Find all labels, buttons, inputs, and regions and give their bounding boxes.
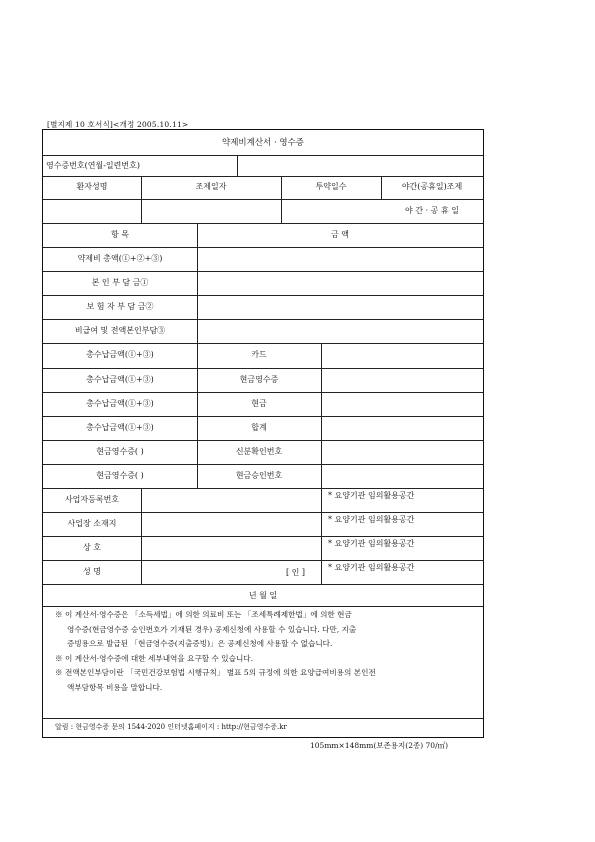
- provider-free-space-note: * 요양기관 임의활용공간: [328, 563, 415, 572]
- items-header-amount: 금 액: [331, 230, 349, 239]
- divider: [43, 718, 483, 719]
- divider: [43, 319, 483, 320]
- divider: [43, 247, 483, 248]
- note-text: ※ 이 계산서·영수증에 대한 세부내역을 요구할 수 있습니다.: [55, 653, 254, 663]
- divider: [43, 295, 483, 296]
- notes-block: [53, 608, 478, 695]
- note-text: ※ 전액본인부담이란 「국민건강보험법 시행규칙」 별표 5의 규정에 의한 요양급여비용의 본인전: [55, 668, 376, 677]
- days-label: 투약일수: [315, 182, 347, 191]
- item-insurer-pay: 보 험 자 부 담 금②: [86, 302, 154, 311]
- cash-approval-number: 현금승인번호: [235, 471, 283, 480]
- divider: [43, 464, 483, 465]
- cash-receipt-left: 현금영수증( ): [96, 471, 144, 480]
- note-text: ※ 이 계산서·영수증은 「소득세법」에 의한 의료비 또는 「조세특례제한법」에 의한 현금: [55, 610, 352, 619]
- divider: [321, 343, 322, 488]
- dispense-date-label: 조제일자: [195, 182, 227, 191]
- form-title: 약제비계산서 · 영수증: [221, 138, 304, 148]
- payment-left: 총수납금액(①+③): [86, 375, 154, 384]
- payment-card: 카드: [251, 350, 267, 359]
- item-self-pay: 본 인 부 담 금①: [91, 278, 149, 287]
- divider: [43, 606, 483, 607]
- divider: [141, 488, 142, 584]
- divider: [43, 155, 483, 156]
- night-dispense-label: 야간(공휴일)조제: [401, 182, 463, 191]
- patient-name-label: 환자성명: [76, 182, 108, 191]
- payment-total: 합계: [251, 423, 267, 432]
- payment-cash: 현금: [251, 399, 267, 408]
- form-header-note: [별지제 10 호서식]<개정 2005.10.11>: [47, 120, 189, 129]
- receipt-form: [42, 129, 484, 738]
- payment-left: 총수납금액(①+③): [86, 423, 154, 432]
- payment-left: 총수납금액(①+③): [86, 399, 154, 408]
- divider: [43, 560, 483, 561]
- paper-spec: 105mm×148mm(보존용지(2종) 70/㎡): [310, 741, 449, 750]
- items-header-item: 항 목: [111, 230, 129, 239]
- note-text: 증빙용으로 발급된 「현금영수증(지출증빙)」은 공제신청에 사용할 수 없습니다.: [67, 639, 333, 648]
- cash-receipt-left: 현금영수증( ): [96, 447, 144, 456]
- divider: [43, 584, 483, 585]
- business-reg-number-label: 사업자등록번호: [64, 495, 120, 504]
- divider: [237, 155, 238, 176]
- representative-name-label: 성 명: [83, 567, 101, 576]
- provider-free-space-note: * 요양기관 임의활용공간: [328, 491, 415, 500]
- divider: [43, 199, 483, 200]
- id-confirm-number: 신분확인번호: [235, 447, 283, 456]
- divider: [321, 488, 322, 584]
- business-address-label: 사업장 소재지: [67, 519, 117, 528]
- payment-cash-receipt: 현금영수증: [239, 375, 279, 384]
- divider: [43, 416, 483, 417]
- divider: [43, 271, 483, 272]
- divider: [43, 223, 483, 224]
- divider: [197, 223, 198, 343]
- divider: [43, 368, 483, 369]
- divider: [43, 512, 483, 513]
- night-holiday-option: 야 간 · 공 휴 일: [405, 206, 459, 215]
- business-name-label: 상 호: [83, 543, 101, 552]
- issue-date-line: 년 월 일: [248, 591, 278, 600]
- payment-left: 총수납금액(①+③): [86, 350, 154, 359]
- provider-free-space-note: * 요양기관 임의활용공간: [328, 515, 415, 524]
- divider: [43, 176, 483, 177]
- divider: [43, 488, 483, 489]
- divider: [43, 536, 483, 537]
- divider: [43, 343, 483, 344]
- note-text: 영수증(현금영수증 승인번호가 기재된 경우) 공제신청에 사용할 수 있습니다. 다만, 지출: [67, 624, 357, 634]
- receipt-number-label: 영수증번호(연월-일련번호): [46, 161, 140, 170]
- item-non-covered: 비급여 및 전액본인부담③: [74, 326, 166, 335]
- provider-free-space-note: * 요양기관 임의활용공간: [328, 539, 415, 548]
- footer-info: 알림 : 현금영수증 문의 1544-2020 인터넷홈페이지 : http://현금영수증.kr: [55, 723, 287, 731]
- note-text: 액부담항목 비용을 말합니다.: [67, 682, 163, 692]
- divider: [43, 440, 483, 441]
- seal-mark: [ 인 ]: [286, 568, 306, 577]
- divider: [197, 343, 198, 488]
- divider: [43, 392, 483, 393]
- item-total: 약제비 총액(①+②+③): [77, 254, 163, 263]
